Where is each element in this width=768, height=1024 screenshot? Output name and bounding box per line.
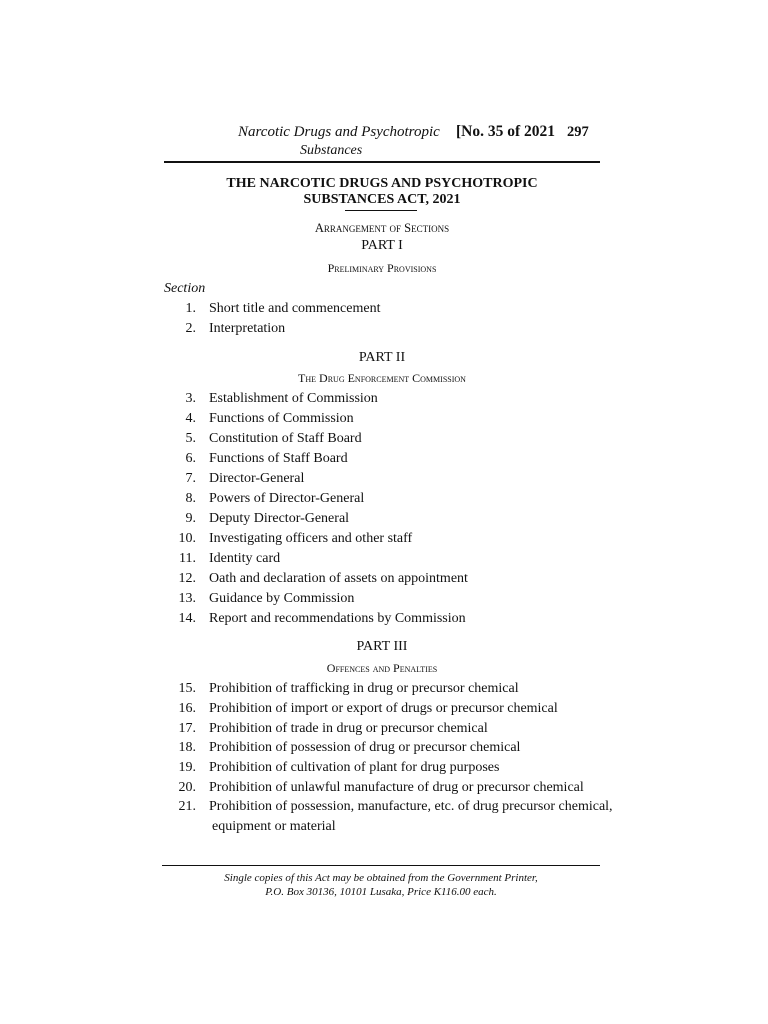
section-number: 8. [185, 491, 196, 506]
act-title [164, 176, 600, 208]
section-number: 2. [185, 321, 196, 336]
section-number: 3. [185, 391, 196, 406]
running-title-continued: Substances [300, 143, 363, 158]
section-number: 21. [178, 799, 196, 814]
section-number: 14. [178, 611, 196, 626]
part-label: PART I [361, 238, 403, 253]
section-number: 18. [178, 740, 196, 755]
header-rule [164, 161, 600, 163]
section-number: 16. [178, 701, 196, 716]
part-heading: Preliminary Provisions [327, 261, 437, 275]
section-title: Powers of Director-General [209, 491, 365, 506]
part-heading: Offences and Penalties [326, 661, 438, 675]
section-title: Oath and declaration of assets on appointment [209, 571, 468, 586]
section-title: Interpretation [209, 321, 286, 336]
section-title: Constitution of Staff Board [209, 431, 362, 446]
section-number: 12. [178, 571, 196, 586]
section-number: 19. [178, 760, 196, 775]
section-number: 17. [178, 721, 196, 736]
footnote [162, 871, 600, 899]
section-title: Functions of Commission [209, 411, 354, 426]
section-title: Short title and commencement [209, 301, 381, 316]
section-number: 11. [179, 551, 196, 566]
section-column-label: Section [164, 281, 206, 296]
section-number: 10. [178, 531, 196, 546]
section-title: Prohibition of possession, manufacture, etc. of drug precursor chemical, [209, 799, 613, 814]
section-number: 13. [178, 591, 196, 606]
section-title: Deputy Director-General [209, 511, 350, 526]
section-number: 1. [185, 301, 196, 316]
section-title: Prohibition of unlawful manufacture of drug or precursor chemical [209, 780, 584, 795]
act-title-line1: THE NARCOTIC DRUGS AND PSYCHOTROPIC [226, 176, 538, 191]
section-title: Prohibition of import or export of drugs or precursor chemical [209, 701, 558, 716]
running-title: Narcotic Drugs and Psychotropic [238, 124, 440, 140]
section-number: 20. [178, 780, 196, 795]
section-title: Investigating officers and other staff [209, 531, 413, 546]
section-title: Director-General [209, 471, 305, 486]
section-number: 4. [185, 411, 196, 426]
page-number: 297 [567, 124, 589, 140]
part-label: PART III [356, 639, 408, 654]
section-title: Identity card [209, 551, 281, 566]
arrangement-heading: Arrangement of Sections [314, 221, 450, 235]
footnote-rule [162, 865, 600, 866]
footnote-line2: P.O. Box 30136, 10101 Lusaka, Price K116.00 each. [265, 886, 497, 898]
section-number: 5. [185, 431, 196, 446]
title-underline [345, 210, 417, 211]
part-label: PART II [358, 350, 406, 365]
footnote-line1: Single copies of this Act may be obtained from the Government Printer, [224, 872, 538, 884]
section-title: Prohibition of possession of drug or precursor chemical [209, 740, 521, 755]
section-title: Guidance by Commission [209, 591, 355, 606]
act-title-line2: SUBSTANCES ACT, 2021 [303, 192, 461, 207]
section-title-continued: equipment or material [212, 819, 336, 834]
section-title: Prohibition of trade in drug or precursor chemical [209, 721, 488, 736]
section-number: 9. [185, 511, 196, 526]
section-title: Prohibition of trafficking in drug or precursor chemical [209, 681, 519, 696]
part-heading: The Drug Enforcement Commission [298, 371, 466, 385]
section-title: Prohibition of cultivation of plant for drug purposes [209, 760, 500, 775]
section-title: Establishment of Commission [209, 391, 378, 406]
section-title: Report and recommendations by Commission [209, 611, 466, 626]
section-number: 7. [185, 471, 196, 486]
section-title: Functions of Staff Board [209, 451, 348, 466]
section-number: 6. [185, 451, 196, 466]
section-number: 15. [178, 681, 196, 696]
act-number: [No. 35 of 2021 [456, 123, 556, 140]
